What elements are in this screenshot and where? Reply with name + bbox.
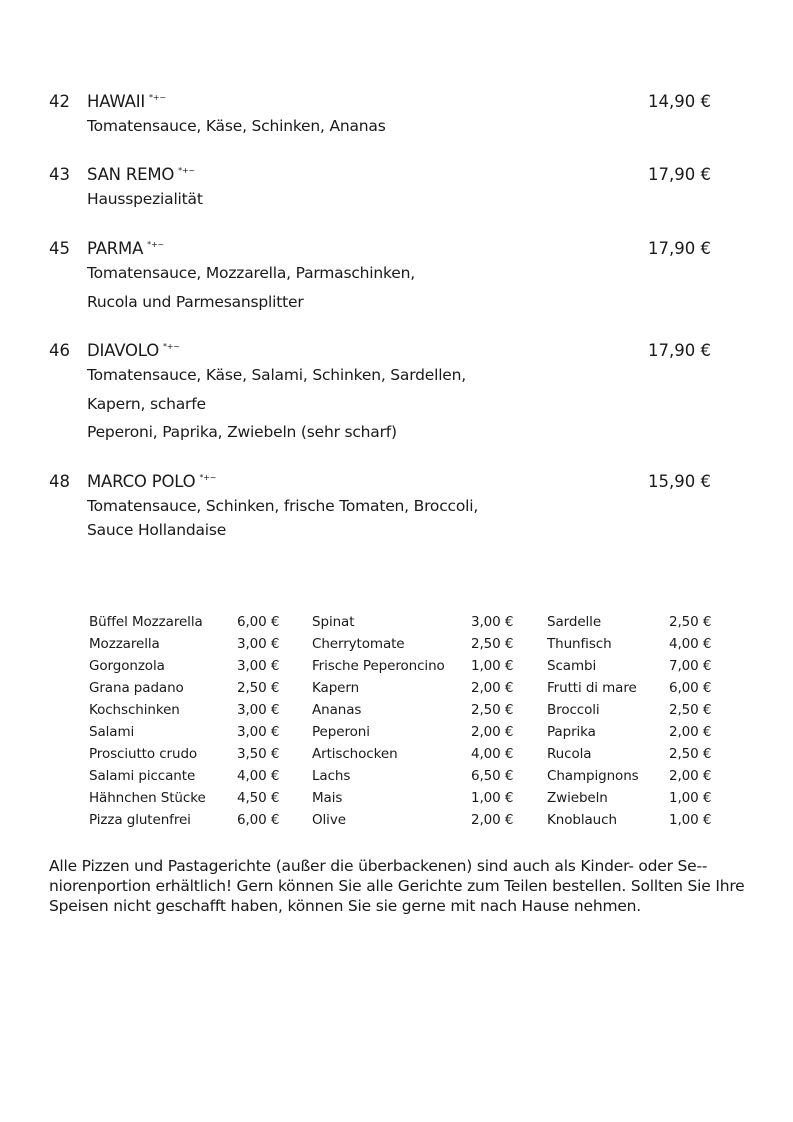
extras-row	[89, 658, 729, 680]
extra-name: Artischocken	[312, 746, 398, 762]
pizza-description-line: Peperoni, Paprika, Zwiebeln (sehr scharf)	[87, 423, 397, 441]
allergen-marks: *+~	[199, 473, 217, 482]
pizza-name-text: SAN REMO	[87, 165, 175, 184]
extra-name: Salami	[89, 724, 135, 740]
extra-price: 2,50 €	[669, 614, 712, 630]
extra-name: Mozzarella	[89, 636, 160, 652]
extra-name: Grana padano	[89, 680, 184, 696]
extra-name: Broccoli	[547, 702, 600, 718]
pizza-name	[87, 239, 164, 258]
extra-name: Sardelle	[547, 614, 602, 630]
extra-name: Knoblauch	[547, 812, 617, 828]
extra-name: Rucola	[547, 746, 592, 762]
extra-price: 4,00 €	[471, 746, 514, 762]
extra-name: Mais	[312, 790, 343, 806]
pizza-description-line: Tomatensauce, Schinken, frische Tomaten, Broccoli,	[87, 497, 479, 515]
pizza-name	[87, 341, 180, 360]
extras-row	[89, 702, 729, 724]
extra-price: 1,00 €	[669, 790, 712, 806]
extra-price: 2,50 €	[237, 680, 280, 696]
pizza-name-text: PARMA	[87, 239, 144, 258]
extra-price: 2,00 €	[471, 812, 514, 828]
extra-price: 2,50 €	[669, 702, 712, 718]
extra-name: Gorgonzola	[89, 658, 165, 674]
extra-price: 3,00 €	[237, 724, 280, 740]
extras-row	[89, 746, 729, 768]
extras-price-table	[89, 614, 729, 834]
pizza-number: 46	[49, 341, 70, 360]
pizza-name	[87, 472, 216, 491]
pizza-number: 42	[49, 92, 70, 111]
extras-row	[89, 636, 729, 658]
extra-name: Frische Peperoncino	[312, 658, 445, 674]
extras-row	[89, 768, 729, 790]
extra-name: Paprika	[547, 724, 596, 740]
extra-price: 2,00 €	[669, 724, 712, 740]
pizza-description-line: Tomatensauce, Käse, Schinken, Ananas	[87, 117, 386, 135]
extra-price: 6,00 €	[237, 812, 280, 828]
extra-price: 2,50 €	[669, 746, 712, 762]
pizza-price: 17,90 €	[648, 239, 711, 258]
extra-price: 4,00 €	[237, 768, 280, 784]
extra-name: Thunfisch	[547, 636, 612, 652]
extra-name: Cherrytomate	[312, 636, 405, 652]
pizza-description-line: Rucola und Parmesansplitter	[87, 293, 304, 311]
extra-price: 2,50 €	[471, 702, 514, 718]
pizza-price: 17,90 €	[648, 341, 711, 360]
extra-price: 3,00 €	[237, 702, 280, 718]
extra-price: 1,00 €	[471, 790, 514, 806]
extra-name: Prosciutto crudo	[89, 746, 198, 762]
extra-price: 7,00 €	[669, 658, 712, 674]
extra-price: 3,50 €	[237, 746, 280, 762]
extra-name: Salami piccante	[89, 768, 196, 784]
extras-row	[89, 812, 729, 834]
extra-price: 2,50 €	[471, 636, 514, 652]
extra-name: Peperoni	[312, 724, 370, 740]
extra-name: Hähnchen Stücke	[89, 790, 206, 806]
pizza-description-line: Hausspezialität	[87, 190, 203, 208]
extra-price: 6,00 €	[237, 614, 280, 630]
extra-price: 3,00 €	[237, 636, 280, 652]
extras-row	[89, 614, 729, 636]
extra-name: Kochschinken	[89, 702, 180, 718]
pizza-number: 45	[49, 239, 70, 258]
pizza-price: 14,90 €	[648, 92, 711, 111]
extra-name: Lachs	[312, 768, 351, 784]
pizza-description-line: Tomatensauce, Mozzarella, Parmaschinken,	[87, 264, 415, 282]
pizza-price: 17,90 €	[648, 165, 711, 184]
pizza-name-text: HAWAII	[87, 92, 146, 111]
extra-name: Pizza glutenfrei	[89, 812, 191, 828]
pizza-name-text: DIAVOLO	[87, 341, 159, 360]
extra-price: 1,00 €	[669, 812, 712, 828]
extra-price: 3,00 €	[471, 614, 514, 630]
pizza-description-line: Kapern, scharfe	[87, 395, 206, 413]
pizza-description-line: Tomatensauce, Käse, Salami, Schinken, Sardellen,	[87, 366, 466, 384]
extra-name: Spinat	[312, 614, 355, 630]
extra-price: 2,00 €	[471, 680, 514, 696]
pizza-name	[87, 165, 195, 184]
extra-name: Büffel Mozzarella	[89, 614, 203, 630]
extras-row	[89, 724, 729, 746]
extra-name: Olive	[312, 812, 346, 828]
extra-name: Frutti di mare	[547, 680, 637, 696]
extra-price: 6,00 €	[669, 680, 712, 696]
extra-name: Kapern	[312, 680, 360, 696]
extra-name: Scambi	[547, 658, 597, 674]
extra-price: 6,50 €	[471, 768, 514, 784]
allergen-marks: *+~	[178, 166, 195, 175]
extra-name: Ananas	[312, 702, 362, 718]
pizza-number: 48	[49, 472, 70, 491]
extra-price: 2,00 €	[471, 724, 514, 740]
extra-price: 4,50 €	[237, 790, 280, 806]
extra-price: 3,00 €	[237, 658, 280, 674]
pizza-number: 43	[49, 165, 70, 184]
extra-name: Champignons	[547, 768, 639, 784]
allergen-marks: *+~	[162, 342, 180, 351]
extras-row	[89, 680, 729, 702]
extra-price: 1,00 €	[471, 658, 514, 674]
allergen-marks: *+~	[147, 240, 164, 249]
pizza-description-line: Sauce Hollandaise	[87, 521, 227, 539]
extra-price: 4,00 €	[669, 636, 712, 652]
pizza-price: 15,90 €	[648, 472, 711, 491]
extras-row	[89, 790, 729, 812]
pizza-name	[87, 92, 166, 111]
extra-name: Zwiebeln	[547, 790, 608, 806]
allergen-marks: *+~	[149, 93, 166, 102]
pizza-name-text: MARCO POLO	[87, 472, 196, 491]
menu-footnote: Alle Pizzen und Pastagerichte (außer die überbackenen) sind auch als Kinder- oder Se-niorenportion erhältlich! Gern können Sie alle Gerichte zum Teilen bestellen. Sollten Sie Ihre Speisen nicht geschafft haben, können Sie sie gerne mit nach Hause nehmen.	[49, 857, 745, 915]
extra-price: 2,00 €	[669, 768, 712, 784]
